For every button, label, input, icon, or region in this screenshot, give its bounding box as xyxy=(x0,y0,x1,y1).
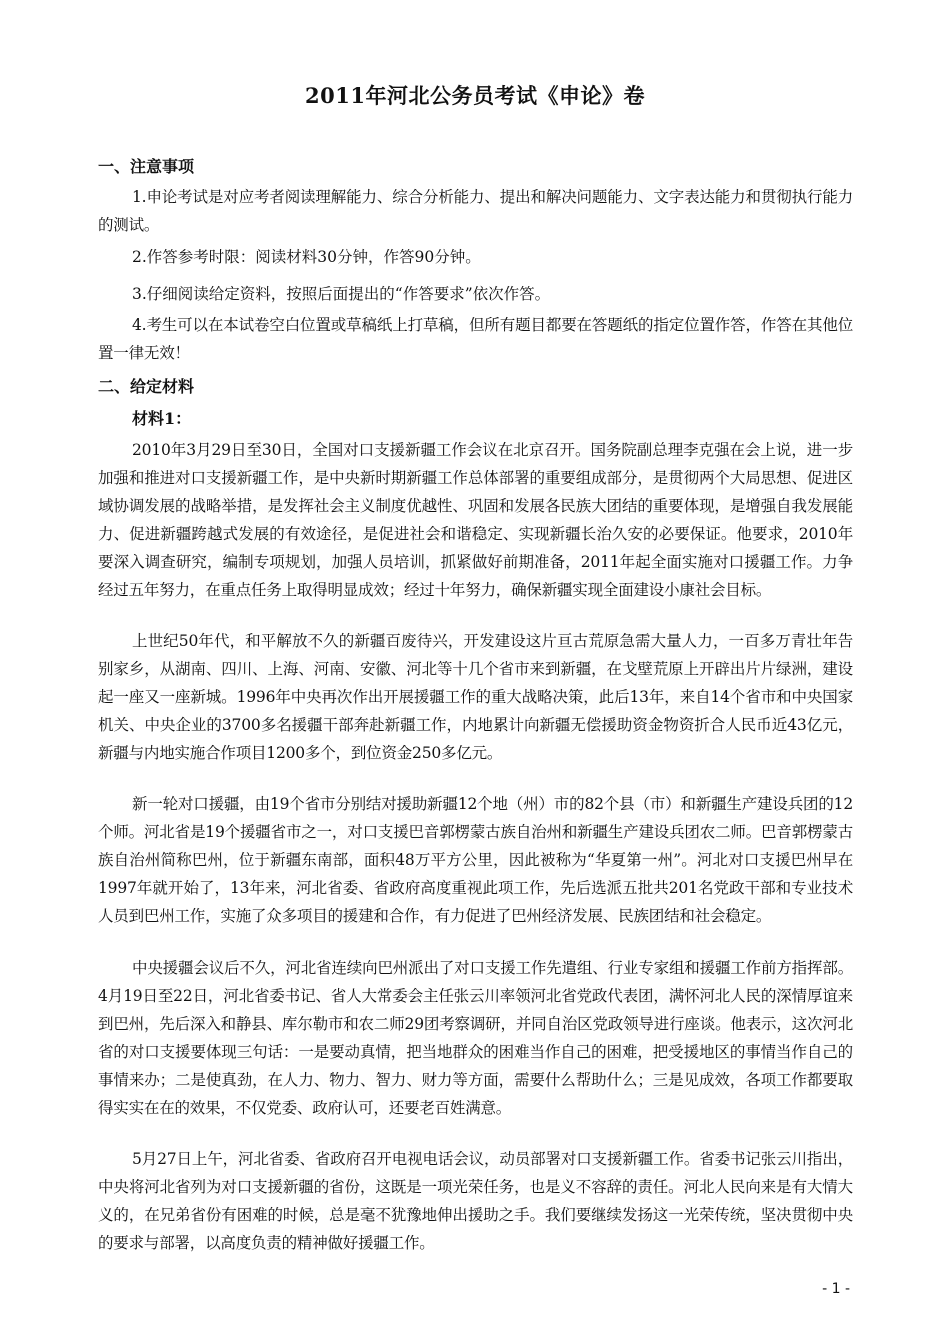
notes-list xyxy=(98,183,853,239)
material-paragraph: 2010年3月29日至30日，全国对口支援新疆工作会议在北京召开。国务院副总理李克强在会上说，进一步加强和推进对口支援新疆工作，是中央新时期新疆工作总体部署的重要组成部分，是贯彻两个大局思想、促进区域协调发展的战略举措，是发挥社会主义制度优越性、巩固和发展各民族大团结的重要体现，是增强自我发展能力、促进新疆跨越式发展的有效途径，是促进社会和谐稳定、实现新疆长治久安的必要保证。他要求，2010年要深入调查研究，编制专项规划，加强人员培训，抓紧做好前期准备，2011年起全面实施对口援疆工作。力争经过五年努力，在重点任务上取得明显成效；经过十年努力，确保新疆实现全面建设小康社会目标。 xyxy=(98,441,853,599)
notes-list-3 xyxy=(98,280,853,308)
material-paragraph: 上世纪50年代，和平解放不久的新疆百废待兴，开发建设这片亘古荒原急需大量人力，一百多万青壮年告别家乡，从湖南、四川、上海、河南、安徽、河北等十几个省市来到新疆，在戈壁荒原上开辟出片片绿洲，建设起一座又一座新城。1996年中央再次作出开展援疆工作的重大战略决策，此后13年，来自14个省市和中央国家机关、中央企业的3700多名援疆干部奔赴新疆工作，内地累计向新疆无偿援助资金物资折合人民币近43亿元，新疆与内地实施合作项目1200多个，到位资金250多亿元。 xyxy=(98,632,853,762)
material-paragraph-4-block xyxy=(98,954,853,1122)
note-item-3: 3.仔细阅读给定资料，按照后面提出的“作答要求”依次作答。 xyxy=(132,285,551,303)
material-label: 材料1： xyxy=(132,409,192,428)
material-paragraph: 5月27日上午，河北省委、省政府召开电视电话会议，动员部署对口支援新疆工作。省委书记张云川指出，中央将河北省列为对口支援新疆的省份，这既是一项光荣任务，也是义不容辞的责任。河北人民向来是有大情大义的，在兄弟省份有困难的时候，总是毫不犹豫地伸出援助之手。我们要继续发扬这一光荣传统，坚决贯彻中央的要求与部署，以高度负责的精神做好援疆工作。 xyxy=(98,1150,853,1252)
material-paragraph: 新一轮对口援疆，由19个省市分别结对援助新疆12个地（州）市的82个县（市）和新疆生产建设兵团的12个师。河北省是19个援疆省市之一，对口支援巴音郭楞蒙古族自治州和新疆生产建设兵团农二师。巴音郭楞蒙古族自治州简称巴州，位于新疆东南部，面积48万平方公里，因此被称为“华夏第一州”。河北对口支援巴州早在1997年就开始了，13年来，河北省委、省政府高度重视此项工作，先后选派五批共201名党政干部和专业技术人员到巴州工作，实施了众多项目的援建和合作，有力促进了巴州经济发展、民族团结和社会稳定。 xyxy=(98,795,853,925)
material-paragraph-1-block xyxy=(98,436,853,604)
material-paragraph: 中央援疆会议后不久，河北省连续向巴州派出了对口支援工作先遣组、行业专家组和援疆工作前方指挥部。4月19日至22日，河北省委书记、省人大常委会主任张云川率领河北省党政代表团，满怀河北人民的深情厚谊来到巴州，先后深入和静县、库尔勒市和农二师29团考察调研，并同自治区党政领导进行座谈。他表示，这次河北省的对口支援要体现三句话：一是要动真情，把当地群众的困难当作自己的困难，把受援地区的事情当作自己的事情来办；二是使真劲，在人力、物力、智力、财力等方面，需要什么帮助什么；三是见成效，各项工作都要取得实实在在的效果，不仅党委、政府认可，还要老百姓满意。 xyxy=(98,959,853,1117)
notes-list-4 xyxy=(98,311,853,367)
page-title: 2011年河北公务员考试《申论》卷 xyxy=(305,83,645,108)
notes-list-2 xyxy=(98,243,853,271)
note-item-4: 4.考生可以在本试卷空白位置或草稿纸上打草稿，但所有题目都要在答题纸的指定位置作答，作答在其他位置一律无效！ xyxy=(98,316,853,362)
page-number: - 1 - xyxy=(822,1281,850,1297)
section-heading-notes: 一、注意事项 xyxy=(98,157,195,176)
material-paragraph-3-block xyxy=(98,790,853,930)
material-paragraph-2-block xyxy=(98,627,853,767)
material-paragraph-5-block xyxy=(98,1145,853,1257)
section-heading-materials: 二、给定材料 xyxy=(98,377,195,396)
note-item-1: 1.申论考试是对应考者阅读理解能力、综合分析能力、提出和解决问题能力、文字表达能力和贯彻执行能力的测试。 xyxy=(98,188,853,234)
note-item-2: 2.作答参考时限：阅读材料30分钟，作答90分钟。 xyxy=(132,248,481,266)
